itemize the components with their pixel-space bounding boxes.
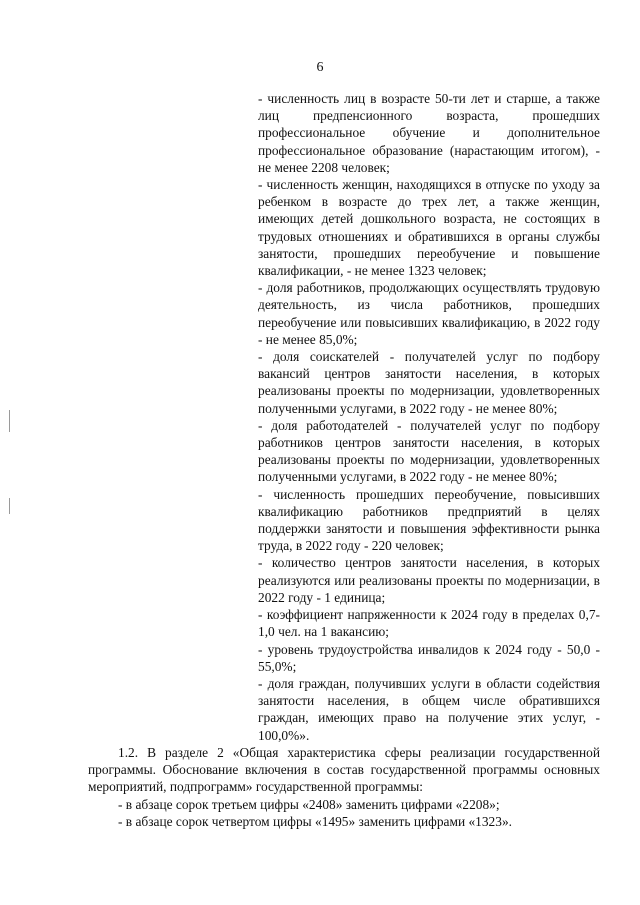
list-item: - доля граждан, получивших услуги в области содействия занятости населения, в общем числе обратившихся граждан, имеющих право на получение этих услуг, - 100,0%».	[258, 675, 600, 743]
list-item: - численность женщин, находящихся в отпуске по уходу за ребенком в возрасте до трех лет, а также женщин, имеющих детей дошкольного возраста, не состоящих в трудовых отношениях и обратившихся в органы службы занятости, прошедших переобучение и повышение квалификации, - не менее 1323 человек;	[258, 177, 600, 279]
list-item: - доля соискателей - получателей услуг по подбору вакансий центров занятости населения, в которых реализованы проекты по модернизации, удовлетворенных полученными услугами, в 2022 году - не менее 80%;	[258, 349, 600, 416]
list-item: - уровень трудоустройства инвалидов к 2024 году - 50,0 - 55,0%;	[258, 641, 600, 674]
sub-item: - в абзаце сорок четвертом цифры «1495» заменить цифрами «1323».	[118, 813, 512, 829]
list-item: - количество центров занятости населения, в которых реализуются или реализованы проекты по модернизации, в 2022 году - 1 единица;	[258, 555, 600, 605]
list-item: - численность лиц в возрасте 50-ти лет и старше, а также лиц предпенсионного возраста, прошедших профессиональное обучение и дополнительное профессиональное образование (нарастающим итогом), - не менее 2208 человек;	[258, 91, 600, 175]
section-heading: 1.2. В разделе 2 «Общая характеристика сферы реализации государственной программы. Обоснование включения в состав государственной программы основных мероприятий, подпрограмм» государственной программы:	[88, 745, 600, 795]
list-item: - численность прошедших переобучение, повысивших квалификацию работников предприятий в целях поддержки занятости и повышения эффективности рынка труда, в 2022 году - 220 человек;	[258, 486, 600, 554]
section-amendment	[88, 744, 600, 830]
scan-margin-mark	[9, 410, 10, 432]
list-item: - коэффициент напряженности к 2024 году в пределах 0,7-1,0 чел. на 1 вакансию;	[258, 607, 600, 640]
list-item: - доля работодателей - получателей услуг по подбору работников центров занятости населения, в которых реализованы проекты по модернизации, удовлетворенных полученными услугами, в 2022 году - не менее 80%;	[258, 417, 600, 485]
scan-margin-mark	[9, 498, 10, 514]
page-number: 6	[316, 60, 324, 75]
amended-list	[258, 90, 600, 744]
sub-item: - в абзаце сорок третьем цифры «2408» заменить цифрами «2208»;	[118, 796, 500, 812]
list-item: - доля работников, продолжающих осуществлять трудовую деятельность, из числа работников, прошедших переобучение или повысивших квалификацию, в 2022 году - не менее 85,0%;	[258, 280, 600, 347]
